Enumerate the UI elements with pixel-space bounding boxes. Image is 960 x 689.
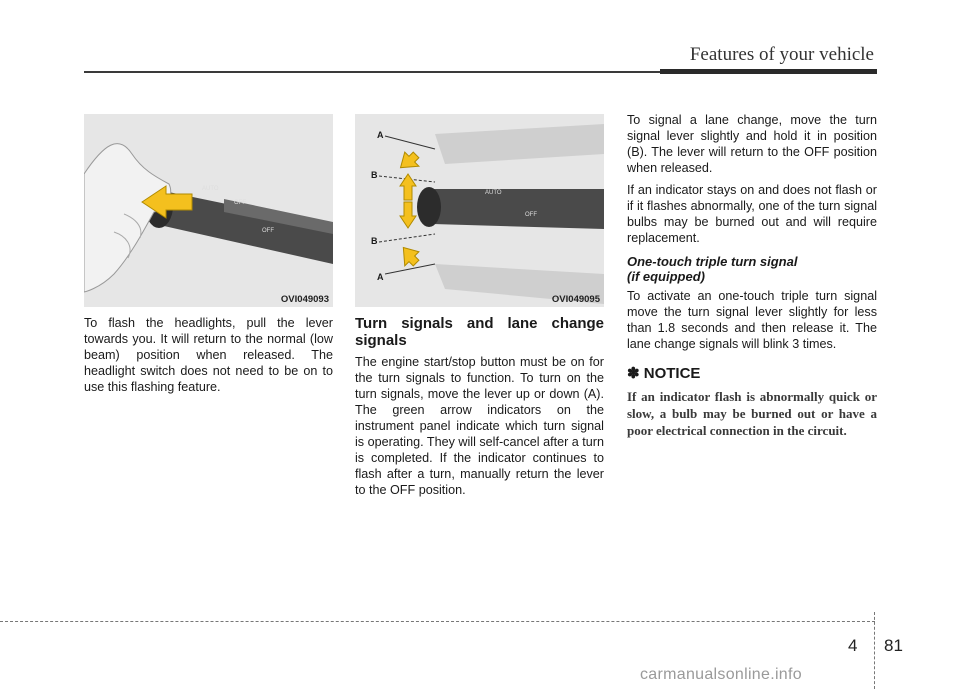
svg-text:AUTO: AUTO (485, 190, 502, 196)
left-column (84, 315, 333, 401)
label-b-bottom: B (371, 236, 378, 246)
headlight-flash-paragraph: To flash the headlights, pull the lever towards you. It will return to the normal (low beam) position when released. The headlight switch does not need to be on to use this flashing feature. (84, 316, 333, 394)
indicator-paragraph: If an indicator stays on and does not flash or if it flashes abnormally, one of the turn signal bulbs may be burned out and will require replacement. (627, 183, 877, 245)
lane-change-paragraph: To signal a lane change, move the turn signal lever slightly and hold it in position (B). The lever will return to the OFF position when released. (627, 113, 877, 175)
triple-signal-paragraph: To activate an one-touch triple turn signal move the turn signal lever slightly for less than 1.8 seconds and then release it. The lane change signals will blink 3 times. (627, 289, 877, 351)
page-header-title: Features of your vehicle (689, 44, 874, 65)
lever-pull-illustration (84, 114, 333, 307)
subheading-line1: One-touch triple turn signal (627, 254, 798, 269)
svg-text:AUTO: AUTO (202, 186, 219, 192)
section-heading: Turn signals and lane change signals (355, 315, 604, 349)
notice-text: If an indicator flash is abnormally quick or slow, a bulb may be burned out or have a poor electrical connection in the circuit. (627, 389, 877, 438)
svg-text:OFF: OFF (262, 228, 274, 234)
figure-turn-signal-positions (355, 114, 604, 307)
subheading (627, 254, 877, 284)
right-column (627, 112, 877, 439)
subheading-line2: (if equipped) (627, 269, 705, 284)
notice-title: ✽ NOTICE (627, 365, 701, 382)
label-b-top: B (371, 170, 378, 180)
footer-rule (0, 621, 875, 622)
label-a-top: A (377, 130, 384, 140)
footer-divider (874, 612, 875, 689)
figure-code: OVI049093 (280, 294, 329, 305)
figure-headlight-flash (84, 114, 333, 307)
label-a-bottom: A (377, 272, 384, 282)
svg-text:OFF: OFF (525, 212, 537, 218)
figure-code: OVI049095 (551, 294, 600, 305)
lever-positions-illustration (355, 114, 604, 307)
chapter-number: 4 (848, 636, 858, 655)
page-number: 81 (884, 636, 903, 655)
svg-text:OFF: OFF (234, 200, 246, 206)
turn-signal-paragraph: The engine start/stop button must be on for the turn signals to function. To turn on the turn signals, move the lever up or down (A). The green arrow indicators on the instrument panel indicate which turn signal is operating. They will self-cancel after a turn is completed. If the indicator continues to flash after a turn, manually return the lever to the OFF position. (355, 355, 604, 497)
header-accent-bar (660, 69, 877, 74)
watermark: carmanualsonline.info (640, 666, 802, 683)
middle-column (355, 315, 604, 504)
